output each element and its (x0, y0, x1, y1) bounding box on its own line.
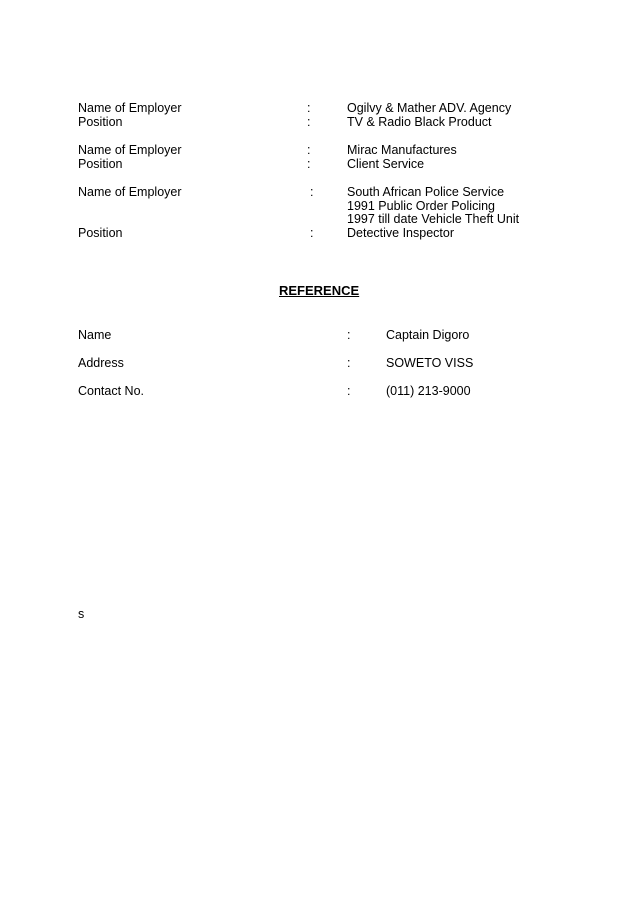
employer-label: Name of Employer (78, 101, 182, 115)
employer-colon: : (307, 143, 311, 157)
position-value: Detective Inspector (347, 226, 454, 240)
reference-contact-colon: : (347, 384, 351, 398)
position-colon: : (307, 115, 311, 129)
position-label: Position (78, 226, 123, 240)
employer-label: Name of Employer (78, 143, 182, 157)
employment-detail: 1991 Public Order Policing (347, 199, 495, 213)
reference-name-colon: : (347, 328, 351, 342)
reference-name-label: Name (78, 328, 112, 342)
employer-colon: : (307, 101, 311, 115)
reference-name-value: Captain Digoro (386, 328, 470, 342)
position-colon: : (307, 157, 311, 171)
reference-heading: REFERENCE (279, 283, 360, 298)
employer-value: Mirac Manufactures (347, 143, 457, 157)
reference-address-value: SOWETO VISS (386, 356, 474, 370)
stray-text: s (78, 607, 85, 621)
reference-address-label: Address (78, 356, 124, 370)
employer-label: Name of Employer (78, 185, 182, 199)
reference-address-colon: : (347, 356, 351, 370)
employer-value: Ogilvy & Mather ADV. Agency (347, 101, 512, 115)
employer-value: South African Police Service (347, 185, 505, 199)
position-colon: : (310, 226, 314, 240)
position-value: Client Service (347, 157, 425, 171)
reference-contact-value: (011) 213-9000 (386, 384, 471, 398)
position-label: Position (78, 115, 123, 129)
employment-detail: 1997 till date Vehicle Theft Unit (347, 212, 520, 226)
position-value: TV & Radio Black Product (347, 115, 492, 129)
position-label: Position (78, 157, 123, 171)
reference-contact-label: Contact No. (78, 384, 145, 398)
employer-colon: : (310, 185, 314, 199)
